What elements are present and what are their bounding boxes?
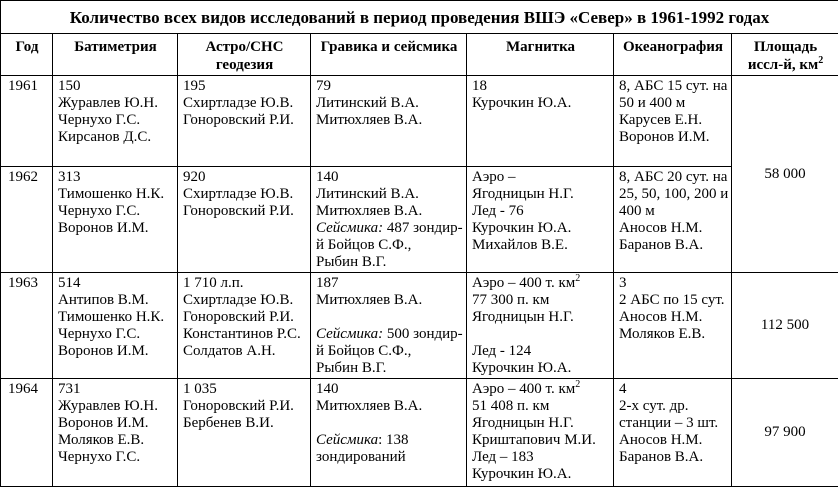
cell-line: Курочкин Ю.А. (472, 95, 609, 112)
cell-gravity_seismic (311, 379, 467, 487)
cell-line: 400 м (619, 203, 727, 220)
cell-line: 1 035 (183, 381, 306, 398)
cell-line: й Бойцов С.Ф., (316, 237, 462, 254)
cell-line: 313 (58, 169, 173, 186)
cell-line: Баранов В.А. (619, 449, 727, 466)
cell-line: Схиртладзе Ю.В. (183, 95, 306, 112)
cell-line: станции – 3 шт. (619, 415, 727, 432)
cell-line: 51 408 п. км (472, 398, 609, 415)
cell-oceanography (614, 167, 732, 273)
cell-line: Литинский В.А. (316, 95, 462, 112)
cell-line: Год (6, 38, 48, 56)
cell-line: Аэро – 400 т. $км^2$ (472, 275, 609, 292)
cell-line: 920 (183, 169, 306, 186)
column-header-bathymetry (53, 34, 178, 76)
cell-line: Ягодницын Н.Г. (472, 309, 609, 326)
italic-label: Сейсмика: (316, 220, 383, 236)
cell-line (316, 309, 462, 326)
column-header-year (1, 34, 53, 76)
superscript: 2 (575, 379, 580, 390)
superscript: 2 (575, 273, 580, 284)
column-header-area (732, 34, 838, 76)
year-cell: 1962 (1, 167, 53, 273)
table-row-1964 (1, 379, 838, 487)
cell-line: 140 (316, 381, 462, 398)
cell-line: Воронов И.М. (58, 343, 173, 360)
area-value-cell: 58 000 (732, 76, 838, 273)
cell-line: Бербенев В.И. (183, 415, 306, 432)
table-title: Количество всех видов исследований в период проведения ВШЭ «Север» в 1961-1992 годах (1, 1, 838, 34)
year-cell: 1961 (1, 76, 53, 167)
cell-line: Моляков Е.В. (58, 432, 173, 449)
header-row (1, 34, 838, 76)
cell-line: 150 (58, 78, 173, 95)
cell-line: Гоноровский Р.И. (183, 112, 306, 129)
cell-line: Курочкин Ю.А. (472, 360, 609, 377)
cell-line: 140 (316, 169, 462, 186)
cell-line: Сейсмика: 487 зондир- (316, 220, 462, 237)
cell-line: зондирований (316, 449, 462, 466)
cell-line: Митюхляев В.А. (316, 292, 462, 309)
column-header-geodesy (178, 34, 311, 76)
cell-line: Журавлев Ю.Н. (58, 95, 173, 112)
cell-line (472, 326, 609, 343)
cell-line: геодезия (183, 56, 306, 74)
cell-line: 25, 50, 100, 200 и (619, 186, 727, 203)
cell-bathymetry (53, 167, 178, 273)
cell-line: Михайлов В.Е. (472, 237, 609, 254)
title-row (1, 1, 838, 34)
italic-label: Сейсмика: (316, 326, 383, 342)
cell-line: Митюхляев В.А. (316, 112, 462, 129)
area-value-cell: 112 500 (732, 273, 838, 379)
cell-oceanography (614, 273, 732, 379)
cell-line: иссл-й, $км^2$ (737, 56, 834, 74)
cell-line: Гоноровский Р.И. (183, 309, 306, 326)
cell-line: 731 (58, 381, 173, 398)
cell-line: Рыбин В.Г. (316, 360, 462, 377)
cell-line: 2-х сут. др. (619, 398, 727, 415)
cell-line: Кирсанов Д.С. (58, 129, 173, 146)
cell-magnetics (467, 379, 614, 487)
cell-line: Тимошенко Н.К. (58, 186, 173, 203)
cell-line: Рыбин В.Г. (316, 254, 462, 271)
cell-magnetics (467, 76, 614, 167)
cell-line (316, 415, 462, 432)
cell-line: 3 (619, 275, 727, 292)
cell-line: 2 АБС по 15 сут. (619, 292, 727, 309)
cell-line: Сейсмика: 138 (316, 432, 462, 449)
cell-oceanography (614, 379, 732, 487)
cell-line: Схиртладзе Ю.В. (183, 186, 306, 203)
cell-line: Гоноровский Р.И. (183, 203, 306, 220)
cell-line: Тимошенко Н.К. (58, 309, 173, 326)
cell-line: Аносов Н.М. (619, 220, 727, 237)
cell-line: Чернухо Г.С. (58, 203, 173, 220)
cell-line: Площадь (737, 38, 834, 56)
cell-line: Астро/СНС (183, 38, 306, 56)
cell-oceanography (614, 76, 732, 167)
cell-line: Аэро – (472, 169, 609, 186)
cell-line: 79 (316, 78, 462, 95)
italic-label: Сейсмика (316, 432, 378, 448)
cell-line: Лед - 76 (472, 203, 609, 220)
year-cell: 1963 (1, 273, 53, 379)
cell-line: Аносов Н.М. (619, 309, 727, 326)
cell-line: Аносов Н.М. (619, 432, 727, 449)
cell-line: 514 (58, 275, 173, 292)
cell-gravity_seismic (311, 273, 467, 379)
cell-line: Литинский В.А. (316, 186, 462, 203)
cell-line: Чернухо Г.С. (58, 112, 173, 129)
cell-line: Моляков Е.В. (619, 326, 727, 343)
superscript: 2 (818, 55, 823, 66)
year-cell: 1964 (1, 379, 53, 487)
cell-line: Ягодницын Н.Г. (472, 186, 609, 203)
cell-line: Воронов И.М. (58, 220, 173, 237)
cell-line: Гоноровский Р.И. (183, 398, 306, 415)
cell-geodesy (178, 273, 311, 379)
cell-line: Курочкин Ю.А. (472, 466, 609, 483)
cell-line: Константинов Р.С. (183, 326, 306, 343)
cell-line: Батиметрия (58, 38, 173, 56)
cell-line: Сейсмика: 500 зондир- (316, 326, 462, 343)
cell-gravity_seismic (311, 167, 467, 273)
cell-line: 18 (472, 78, 609, 95)
cell-magnetics (467, 167, 614, 273)
cell-magnetics (467, 273, 614, 379)
cell-line: 77 300 п. км (472, 292, 609, 309)
column-header-oceanography (614, 34, 732, 76)
cell-bathymetry (53, 273, 178, 379)
cell-line: Антипов В.М. (58, 292, 173, 309)
cell-line: 50 и 400 м (619, 95, 727, 112)
cell-line: Воронов И.М. (58, 415, 173, 432)
cell-line: Гравика и сейсмика (316, 38, 462, 56)
cell-line: Воронов И.М. (619, 129, 727, 146)
cell-line: Карусев Е.Н. (619, 112, 727, 129)
cell-line: Журавлев Ю.Н. (58, 398, 173, 415)
cell-line: Баранов В.А. (619, 237, 727, 254)
cell-line: Океанография (619, 38, 727, 56)
table-row-1962 (1, 167, 838, 273)
cell-line: Магнитка (472, 38, 609, 56)
cell-line: Чернухо Г.С. (58, 449, 173, 466)
cell-line: Лед – 183 (472, 449, 609, 466)
cell-line: 8, АБС 15 сут. на (619, 78, 727, 95)
cell-gravity_seismic (311, 76, 467, 167)
cell-bathymetry (53, 76, 178, 167)
table-row-1963 (1, 273, 838, 379)
cell-geodesy (178, 76, 311, 167)
cell-geodesy (178, 167, 311, 273)
cell-line: Криштапович М.И. (472, 432, 609, 449)
column-header-magnetics (467, 34, 614, 76)
cell-line: 1 710 л.п. (183, 275, 306, 292)
cell-line: Лед - 124 (472, 343, 609, 360)
cell-line: Митюхляев В.А. (316, 203, 462, 220)
cell-geodesy (178, 379, 311, 487)
table-row-1961 (1, 76, 838, 167)
area-value-cell: 97 900 (732, 379, 838, 487)
cell-bathymetry (53, 379, 178, 487)
cell-line: Солдатов А.Н. (183, 343, 306, 360)
cell-line: Ягодницын Н.Г. (472, 415, 609, 432)
cell-line: 195 (183, 78, 306, 95)
cell-line: Митюхляев В.А. (316, 398, 462, 415)
cell-line: й Бойцов С.Ф., (316, 343, 462, 360)
cell-line: Чернухо Г.С. (58, 326, 173, 343)
column-header-gravity_seismic (311, 34, 467, 76)
cell-line: Аэро – 400 т. $км^2$ (472, 381, 609, 398)
cell-line: Курочкин Ю.А. (472, 220, 609, 237)
cell-line: 4 (619, 381, 727, 398)
cell-line: Схиртладзе Ю.В. (183, 292, 306, 309)
cell-line: 8, АБС 20 сут. на (619, 169, 727, 186)
cell-line: 187 (316, 275, 462, 292)
